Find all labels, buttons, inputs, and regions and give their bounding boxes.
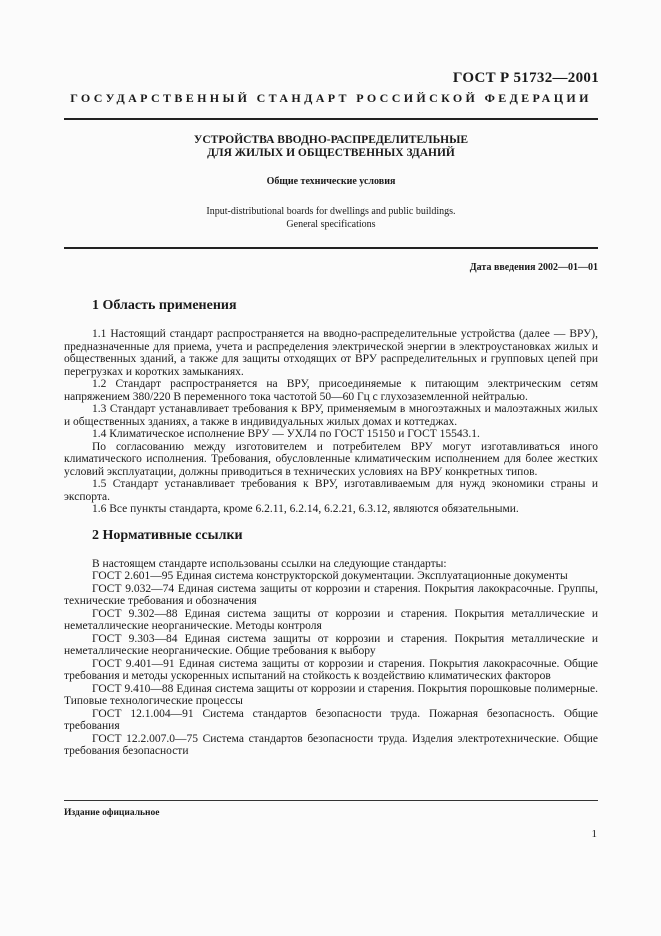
title-line-1: УСТРОЙСТВА ВВОДНО-РАСПРЕДЕЛИТЕЛЬНЫЕ	[193, 134, 469, 146]
paragraph: По согласованию между изготовителем и потребителем ВРУ могут изготавливаться иного климатического исполнения. Требования, обусловленные климатическим исполнением для более жестких условий эксплуатации, должны приводиться в технических условиях на ВРУ конкретных типов.	[64, 440, 598, 478]
paragraph: 1.6 Все пункты стандарта, кроме 6.2.11, 6.2.14, 6.2.21, 6.3.12, являются обязательными.	[92, 503, 519, 515]
reference-item: ГОСТ 9.032—74 Единая система защиты от коррозии и старения. Покрытия лакокрасочные. Группы, технические требования и обозначения	[64, 582, 598, 607]
official-edition-label: Издание официальное	[64, 808, 160, 818]
footer-rule	[64, 800, 598, 801]
reference-item: ГОСТ 9.302—88 Единая система защиты от коррозии и старения. Покрытия металлические и неметаллические неорганические. Методы контроля	[64, 607, 598, 632]
paragraph: 1.4 Климатическое исполнение ВРУ — УХЛ4 по ГОСТ 15150 и ГОСТ 15543.1.	[92, 428, 480, 440]
document-body	[64, 298, 598, 758]
paragraph: В настоящем стандарте использованы ссылки на следующие стандарты:	[92, 557, 447, 570]
section-1-body	[64, 328, 598, 516]
subtitle: Общие технические условия	[266, 176, 396, 187]
introduction-date: Дата введения 2002—01—01	[469, 262, 598, 273]
state-standard-title: ГОСУДАРСТВЕННЫЙ СТАНДАРТ РОССИЙСКОЙ ФЕДЕРАЦИИ	[70, 91, 592, 105]
english-title	[64, 205, 598, 231]
paragraph: 1.5 Стандарт устанавливает требования к ВРУ, изготавливаемым для нужд экономики страны и экспорта.	[64, 478, 598, 503]
title-block	[64, 134, 598, 231]
reference-item: ГОСТ 9.410—88 Единая система защиты от коррозии и старения. Покрытия порошковые полимерные. Типовые технологические процессы	[64, 682, 598, 707]
english-title-line-2: General specifications	[286, 219, 376, 230]
title-bottom-rule	[64, 247, 598, 249]
document-code: ГОСТ Р 51732—2001	[452, 70, 599, 86]
section-2-heading: 2 Нормативные ссылки	[92, 527, 243, 543]
section-2-body	[64, 558, 598, 758]
section-1-heading: 1 Область применения	[92, 298, 237, 313]
reference-item: ГОСТ 12.1.004—91 Система стандартов безопасности труда. Пожарная безопасность. Общие требования	[64, 707, 598, 732]
paragraph: 1.3 Стандарт устанавливает требования к ВРУ, применяемым в многоэтажных и малоэтажных жилых и общественных зданиях, а также в индивидуальных жилых домах и коттеджах.	[64, 403, 598, 428]
page-number: 1	[591, 828, 597, 840]
paragraph: 1.1 Настоящий стандарт распространяется на вводно-распределительные устройства (далее — ВРУ), предназначенные для приема, учета и распределения электрической энергии в электроустановках жилых и общественных зданий, а также для защиты отходящих от ВРУ распределительных и групповых цепей при перегрузках и коротких замыканиях.	[64, 328, 598, 378]
english-title-line-1: Input-distributional boards for dwellings and public buildings.	[206, 206, 456, 217]
reference-item: ГОСТ 9.401—91 Единая система защиты от коррозии и старения. Покрытия лакокрасочные. Общие требования и методы ускоренных испытаний на стойкость к воздействию климатических факторов	[64, 657, 598, 682]
reference-item: ГОСТ 2.601—95 Единая система конструкторской документации. Эксплуатационные документы	[92, 570, 568, 582]
reference-item: ГОСТ 12.2.007.0—75 Система стандартов безопасности труда. Изделия электротехнические. Общие требования безопасности	[64, 732, 598, 757]
paragraph: 1.2 Стандарт распространяется на ВРУ, присоединяемые к питающим электрическим сетям напряжением 380/220 В переменного тока частотой 50—60 Гц с глухозаземленной нейтралью.	[64, 378, 598, 403]
reference-item: ГОСТ 9.303—84 Единая система защиты от коррозии и старения. Покрытия металлические и неметаллические неорганические. Общие требования к выбору	[64, 632, 598, 657]
title-line-2: ДЛЯ ЖИЛЫХ И ОБЩЕСТВЕННЫХ ЗДАНИЙ	[207, 147, 455, 159]
top-rule	[64, 118, 598, 120]
